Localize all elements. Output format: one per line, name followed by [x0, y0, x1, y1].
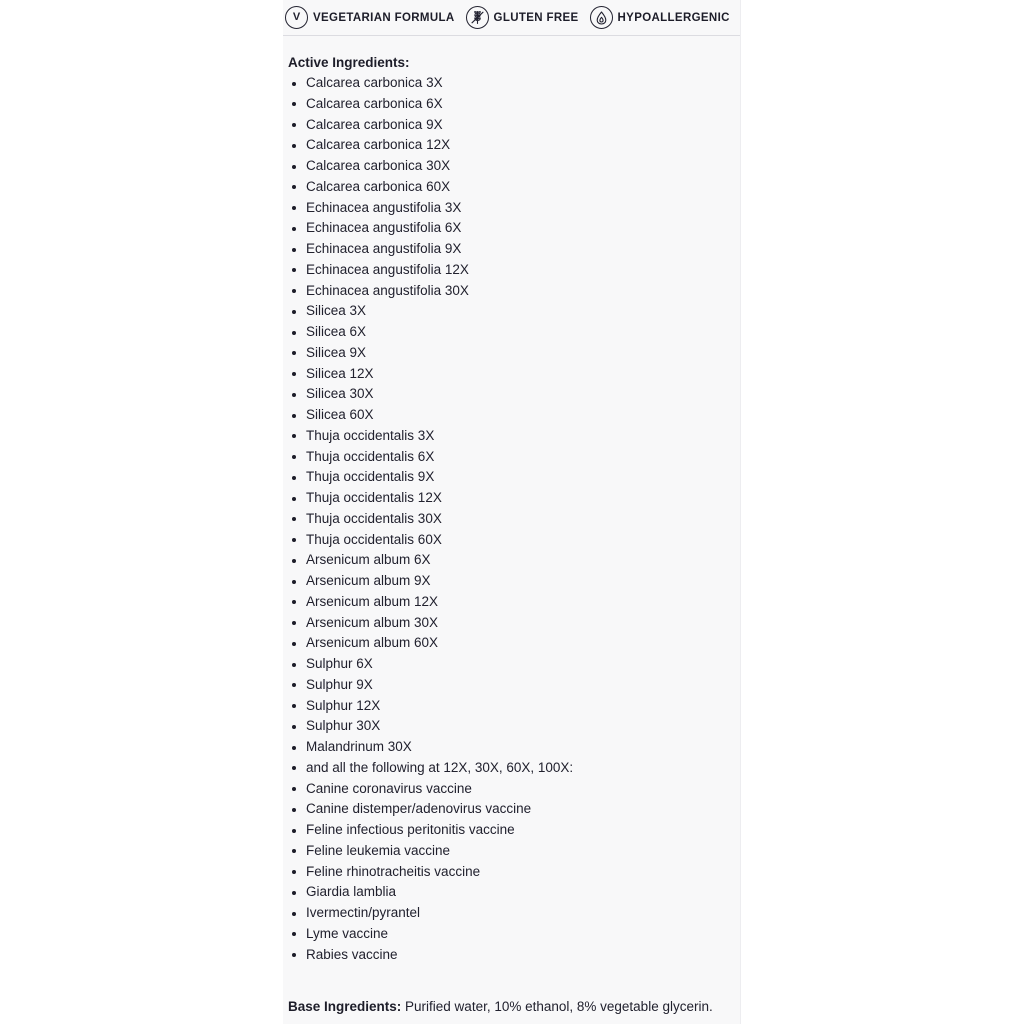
base-ingredients-text: Purified water, 10% ethanol, 8% vegetable glycerin.: [401, 999, 713, 1015]
bullet-dot-icon: [292, 372, 296, 376]
base-ingredients-line: [288, 997, 730, 1017]
bullet-dot-icon: [292, 476, 296, 480]
ingredient-text: Calcarea carbonica 3X: [306, 75, 443, 90]
badge-gluten-free: [466, 6, 579, 29]
bullet-dot-icon: [292, 82, 296, 86]
ingredient-text: Arsenicum album 30X: [306, 614, 439, 630]
bullet-dot-icon: [292, 725, 296, 729]
bullet-dot-icon: [292, 331, 296, 335]
ingredient-list-item: [288, 405, 730, 426]
ingredient-list-item: [288, 696, 730, 717]
ingredient-list-item: [288, 135, 730, 156]
ingredient-list-item: [288, 737, 730, 758]
ingredient-list-item: [288, 716, 730, 737]
bullet-dot-icon: [292, 455, 296, 459]
ingredients-content: [283, 36, 740, 1017]
ingredient-list-item: [288, 841, 730, 862]
ingredient-text: Arsenicum album 6X: [306, 552, 431, 568]
ingredient-list-item: [288, 820, 730, 841]
ingredient-text: Ivermectin/pyrantel: [306, 905, 421, 920]
ingredient-list-item: [288, 530, 730, 551]
droplet-icon: [590, 6, 613, 29]
bullet-dot-icon: [292, 683, 296, 687]
bullet-dot-icon: [292, 351, 296, 355]
ingredient-list-item: [288, 301, 730, 322]
ingredient-text: Thuja occidentalis 9X: [306, 469, 435, 485]
ingredient-list-item: [288, 862, 730, 883]
ingredient-text: Sulphur 9X: [306, 676, 373, 692]
ingredient-list-item: [288, 571, 730, 592]
bullet-dot-icon: [292, 517, 296, 521]
bullet-dot-icon: [292, 206, 296, 210]
ingredient-list-item: [288, 73, 730, 94]
ingredient-list-item: [288, 903, 730, 924]
bullet-dot-icon: [292, 123, 296, 127]
ingredient-text: Silicea 12X: [306, 365, 374, 381]
ingredient-text: Thuja occidentalis 12X: [306, 490, 442, 505]
bullet-dot-icon: [292, 663, 296, 667]
ingredient-text: Calcarea carbonica 60X: [306, 178, 451, 194]
ingredient-text: Canine distemper/adenovirus vaccine: [306, 801, 532, 817]
bullet-dot-icon: [292, 580, 296, 584]
ingredient-list-item: [288, 239, 730, 260]
bullet-dot-icon: [292, 932, 296, 936]
ingredient-list-item: [288, 675, 730, 696]
ingredient-list-item: [288, 260, 730, 281]
badge-label-vegetarian: VEGETARIAN FORMULA: [313, 11, 455, 24]
ingredient-list-item: [288, 633, 730, 654]
ingredient-list-item: [288, 945, 730, 966]
ingredient-list-item: [288, 447, 730, 468]
ingredient-text: Echinacea angustifolia 9X: [306, 241, 462, 256]
bullet-dot-icon: [292, 102, 296, 106]
ingredient-list-item: [288, 779, 730, 800]
ingredient-list-item: [288, 509, 730, 530]
bullet-dot-icon: [292, 912, 296, 916]
ingredient-text: Canine coronavirus vaccine: [306, 780, 472, 796]
ingredient-list-item: [288, 115, 730, 136]
bullet-dot-icon: [292, 787, 296, 791]
ingredient-list-item: [288, 384, 730, 405]
bullet-dot-icon: [292, 808, 296, 812]
ingredient-text: Thuja occidentalis 60X: [306, 531, 442, 547]
badge-label-gluten-free: GLUTEN FREE: [493, 11, 579, 24]
active-ingredients-heading: Active Ingredients:: [288, 55, 410, 70]
bullet-dot-icon: [292, 227, 296, 231]
ingredient-text: Echinacea angustifolia 12X: [306, 261, 469, 277]
badge-label-hypoallergenic: HYPOALLERGENIC: [617, 11, 730, 24]
ingredient-text: Calcarea carbonica 9X: [306, 116, 443, 132]
wheat-crossed-icon: [466, 6, 489, 29]
ingredient-text: Calcarea carbonica 30X: [306, 158, 451, 173]
ingredient-text: Feline infectious peritonitis vaccine: [306, 822, 515, 837]
ingredient-list-item: [288, 882, 730, 903]
active-ingredients-list: [288, 73, 730, 965]
ingredient-text: Calcarea carbonica 6X: [306, 95, 443, 111]
ingredient-text: Sulphur 30X: [306, 718, 381, 734]
ingredient-list-item: [288, 758, 730, 779]
ingredient-text: Thuja occidentalis 3X: [306, 427, 435, 443]
v-glyph: V: [292, 11, 301, 23]
ingredient-text: Echinacea angustifolia 30X: [306, 282, 469, 298]
ingredient-list-item: [288, 799, 730, 820]
bullet-dot-icon: [292, 497, 296, 501]
ingredient-list-item: [288, 177, 730, 198]
bullet-dot-icon: [292, 538, 296, 542]
bullet-dot-icon: [292, 621, 296, 625]
bullet-dot-icon: [292, 849, 296, 853]
bullet-dot-icon: [292, 559, 296, 563]
ingredient-list-item: [288, 550, 730, 571]
bullet-dot-icon: [292, 642, 296, 646]
ingredient-text: Silicea 30X: [306, 386, 374, 402]
vegetarian-v-circle-icon: [285, 6, 308, 29]
bullet-dot-icon: [292, 393, 296, 397]
ingredient-list-item: [288, 281, 730, 302]
ingredient-list-item: [288, 613, 730, 634]
ingredient-text: Thuja occidentalis 6X: [306, 448, 435, 464]
bullet-dot-icon: [292, 144, 296, 148]
ingredient-text: Echinacea angustifolia 6X: [306, 220, 462, 236]
bullet-dot-icon: [292, 310, 296, 314]
bullet-dot-icon: [292, 289, 296, 293]
bullet-dot-icon: [292, 829, 296, 833]
bullet-dot-icon: [292, 185, 296, 189]
ingredient-text: Giardia lamblia: [306, 884, 397, 900]
ingredient-list-item: [288, 218, 730, 239]
ingredient-text: Thuja occidentalis 30X: [306, 510, 442, 526]
ingredient-text: Echinacea angustifolia 3X: [306, 199, 462, 215]
bullet-dot-icon: [292, 268, 296, 272]
bullet-dot-icon: [292, 870, 296, 874]
bullet-dot-icon: [292, 414, 296, 418]
ingredient-text: Feline rhinotracheitis vaccine: [306, 863, 481, 879]
ingredient-text: Feline leukemia vaccine: [306, 842, 451, 858]
ingredient-list-item: [288, 198, 730, 219]
ingredient-text: Malandrinum 30X: [306, 739, 412, 754]
ingredient-text: and all the following at 12X, 30X, 60X, 100X:: [306, 759, 574, 775]
ingredient-list-item: [288, 592, 730, 613]
bullet-dot-icon: [292, 891, 296, 895]
ingredient-list-item: [288, 488, 730, 509]
badge-hypoallergenic: [590, 6, 730, 29]
ingredient-text: Sulphur 12X: [306, 697, 381, 713]
base-ingredients-label: Base Ingredients:: [288, 999, 402, 1015]
bullet-dot-icon: [292, 248, 296, 252]
bullet-dot-icon: [292, 766, 296, 770]
bullet-dot-icon: [292, 953, 296, 957]
ingredient-text: Rabies vaccine: [306, 946, 398, 962]
badge-vegetarian-formula: [285, 6, 455, 29]
ingredient-list-item: [288, 924, 730, 945]
ingredient-text: Silicea 9X: [306, 344, 367, 360]
ingredient-text: Silicea 60X: [306, 407, 374, 422]
ingredient-list-item: [288, 322, 730, 343]
ingredient-list-item: [288, 426, 730, 447]
product-badges-row: [283, 0, 740, 35]
ingredient-text: Arsenicum album 12X: [306, 593, 439, 609]
ingredient-list-item: [288, 94, 730, 115]
ingredients-panel: [283, 0, 741, 1024]
ingredient-list-item: [288, 156, 730, 177]
bullet-dot-icon: [292, 434, 296, 438]
bullet-dot-icon: [292, 600, 296, 604]
ingredient-text: Sulphur 6X: [306, 656, 373, 671]
ingredient-list-item: [288, 467, 730, 488]
ingredient-text: Calcarea carbonica 12X: [306, 137, 451, 153]
ingredient-text: Silicea 6X: [306, 324, 367, 339]
ingredient-list-item: [288, 343, 730, 364]
ingredient-list-item: [288, 364, 730, 385]
ingredient-list-item: [288, 654, 730, 675]
ingredient-text: Silicea 3X: [306, 303, 367, 319]
ingredient-text: Arsenicum album 9X: [306, 573, 431, 588]
bullet-dot-icon: [292, 165, 296, 169]
bullet-dot-icon: [292, 704, 296, 708]
ingredient-text: Arsenicum album 60X: [306, 635, 439, 651]
bullet-dot-icon: [292, 746, 296, 750]
ingredient-text: Lyme vaccine: [306, 925, 389, 941]
